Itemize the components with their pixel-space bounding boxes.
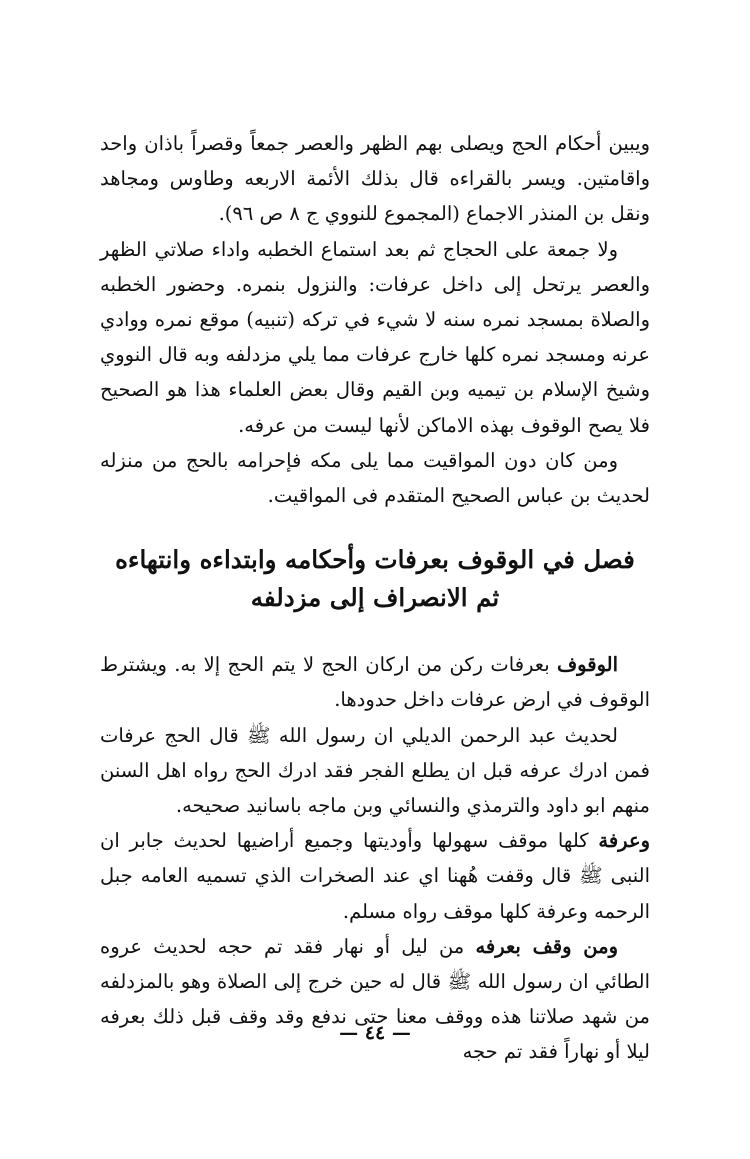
paragraph-hajj-rulings bbox=[100, 126, 650, 232]
section-heading: فصل في الوقوف بعرفات وأحكامه وابتداءه وانتهاءه ثم الانصراف إلى مزدلفه bbox=[115, 545, 635, 613]
paragraph-text: ومن كان دون المواقيت مما يلى مكه فإحرامه بالحج من منزله لحديث بن عباس الصحيح المتقدم فى المواقيت. bbox=[100, 448, 650, 508]
paragraph-lead-term: ومن وقف بعرفه bbox=[475, 934, 619, 958]
paragraph-miqat bbox=[100, 443, 650, 513]
paragraph-text: لحديث عبد الرحمن الديلي ان رسول الله ﷺ قال الحج عرفات فمن ادرك عرفه قبل ان يطلع الفجر فقد ادرك الحج رواه اهل السنن منهم ابو داود والترمذي والنسائي وبن ماجه باسانيد صحيحه. bbox=[100, 723, 650, 818]
paragraph-lead-term: وعرفة bbox=[598, 829, 650, 853]
paragraph-who-stands bbox=[100, 929, 650, 1070]
paragraph-standing-pillar bbox=[100, 647, 650, 717]
paragraph-arafah-all-standing bbox=[100, 823, 650, 929]
paragraph-text: من ليل أو نهار فقد تم حجه لحديث عروه الطائي ان رسول الله ﷺ قال له حين خرج إلى الصلاة وهو بالمزدلفه من شهد صلاتنا هذه ووقف معنا حتى ندفع وقد وقف قبل ذلك بعرفه ليلا أو نهاراً فقد تم حجه bbox=[100, 934, 650, 1064]
paragraph-hadith-dili bbox=[100, 718, 650, 824]
paragraph-text: ولا جمعة على الحجاج ثم بعد استماع الخطبه واداء صلاتي الظهر والعصر يرتحل إلى داخل عرفات: والنزول بنمره. وحضور الخطبه والصلاة بمسجد نمره سنه لا شيء في تركه (تنبيه) موقع نمره ووادي عرنه ومسجد نمره كلها خارج عرفات مما يلي مزدلفه وبه قال النووي وشيخ الإسلام بن تيميه وبن القيم وقال بعض العلماء هذا هو الصحيح فلا يصح الوقوف بهذه الاماكن لأنها ليست من عرفه. bbox=[100, 237, 650, 437]
paragraph-lead-term: الوقوف bbox=[556, 653, 618, 677]
paragraph-text: كلها موقف سهولها وأوديتها وجميع أراضيها لحديث جابر ان النبى ﷺ قال وقفت هُهنا اي عند الصخرات الذي تسميه العامه جبل الرحمه وعرفة كلها موقف رواه مسلم. bbox=[100, 829, 650, 923]
page-number: — ٤٤ — bbox=[339, 1022, 411, 1044]
paragraph-text: بعرفات ركن من اركان الحج لا يتم الحج إلا به. ويشترط الوقوف في ارض عرفات داخل حدودها. bbox=[100, 653, 650, 712]
paragraph-no-friday-prayer bbox=[100, 232, 650, 443]
paragraph-text: ويبين أحكام الحج ويصلى بهم الظهر والعصر جمعاً وقصراً باذان واحد واقامتين. ويسر بالقراءه قال بذلك الأئمة الاربعه وطاوس ومجاهد ونقل بن المنذر الاجماع (المجموع للنووي ج ٨ ص ٩٦). bbox=[100, 132, 650, 226]
